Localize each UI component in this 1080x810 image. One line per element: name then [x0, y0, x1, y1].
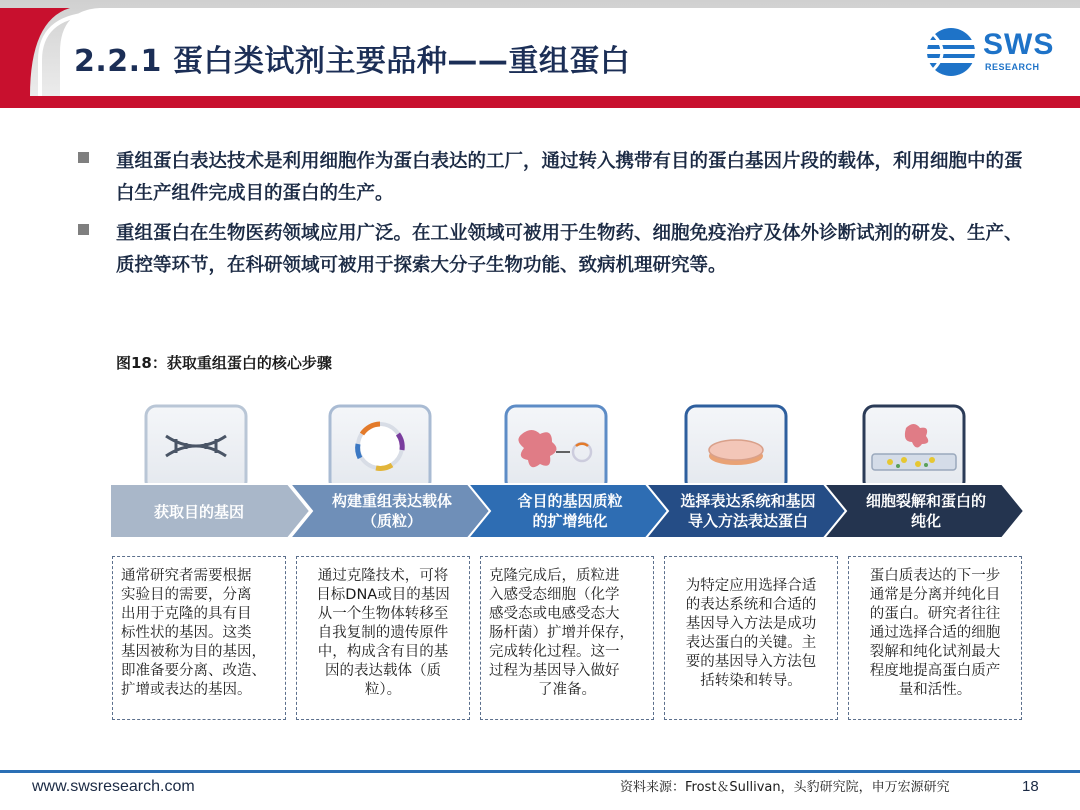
step-3-label: 的扩增纯化 — [532, 512, 608, 530]
step-3-label: 含目的基因质粒 — [517, 492, 623, 510]
step-2-label: 构建重组表达载体 — [331, 492, 453, 510]
step-5-description: 蛋白质表达的下一步 通常是分离并纯化目 的蛋白。研究者往往 通过选择合适的细胞 裂解和纯化试剂最大 程度地提高蛋白质产 量和活性。 — [848, 556, 1022, 720]
bullet-square-icon — [78, 152, 89, 163]
step-1-label: 获取目的基因 — [153, 503, 245, 521]
logo-subtext: RESEARCH — [985, 62, 1040, 72]
bullet-item-2 — [78, 218, 1038, 282]
bullet-square-icon — [78, 224, 89, 235]
step-5-icon-tile — [864, 406, 964, 491]
page-number: 18 — [1022, 778, 1039, 795]
step-2-description: 通过克隆技术，可将 目标DNA或目的基因 从一个生物体转移至 自我复制的遗传原件 中，构成含有目的基 因的表达载体（质 粒）。 — [296, 556, 470, 720]
page-title: 2.2.1 蛋白类试剂主要品种——重组蛋白 — [74, 44, 631, 79]
bullet-text: 重组蛋白表达技术是利用细胞作为蛋白表达的工厂，通过转入携带有目的蛋白基因片段的载体，利用细胞中的蛋白生产组件完成目的蛋白的生产。 — [116, 151, 1023, 204]
step-3-description: 克隆完成后，质粒进 入感受态细胞（化学 感受态或电感受态大 肠杆菌）扩增并保存， 完成转化过程。这一 过程为基因导入做好 了准备。 — [480, 556, 654, 720]
step-1-description: 通常研究者需要根据 实验目的需要，分离 出用于克隆的具有目 标性状的基因。这类 基因被称为目的基因， 即准备要分离、改造、 扩增或表达的基因。 — [112, 556, 286, 720]
process-diagram — [100, 398, 1030, 548]
footer-url[interactable]: www.swsresearch.com — [32, 778, 195, 795]
logo-text: SWS — [983, 28, 1055, 61]
footer-divider — [0, 770, 1080, 773]
bullet-text: 重组蛋白在生物医药领域应用广泛。在工业领域可被用于生物药、细胞免疫治疗及体外诊断试剂的研发、生产、质控等环节，在科研领域可被用于探索大分子生物功能、致病机理研究等。 — [116, 223, 1023, 276]
step-4-label: 导入方法表达蛋白 — [687, 512, 809, 530]
bullet-item-1 — [78, 146, 1038, 210]
sws-logo — [925, 26, 1065, 82]
step-5-label: 细胞裂解和蛋白的 — [865, 492, 987, 510]
sws-globe-icon — [925, 26, 977, 78]
step-2-label: （质粒） — [361, 512, 423, 530]
step-2-icon-tile — [330, 406, 430, 491]
footer-source: 资料来源：Frost＆Sullivan，头豹研究院，申万宏源研究 — [620, 780, 950, 795]
step-1-icon-tile — [146, 406, 246, 491]
figure-title: 图18：获取重组蛋白的核心步骤 — [116, 354, 332, 372]
step-4-description: 为特定应用选择合适 的表达系统和合适的 基因导入方法是成功 表达蛋白的关键。主 要的基因导入方法包 括转染和转导。 — [664, 556, 838, 720]
step-3-icon-tile — [506, 406, 606, 491]
plasmid-icon — [358, 424, 403, 468]
step-5-label: 纯化 — [910, 512, 942, 530]
step-4-label: 选择表达系统和基因 — [680, 492, 816, 510]
step-4-icon-tile — [686, 406, 786, 491]
petri-dish-icon — [709, 440, 763, 465]
